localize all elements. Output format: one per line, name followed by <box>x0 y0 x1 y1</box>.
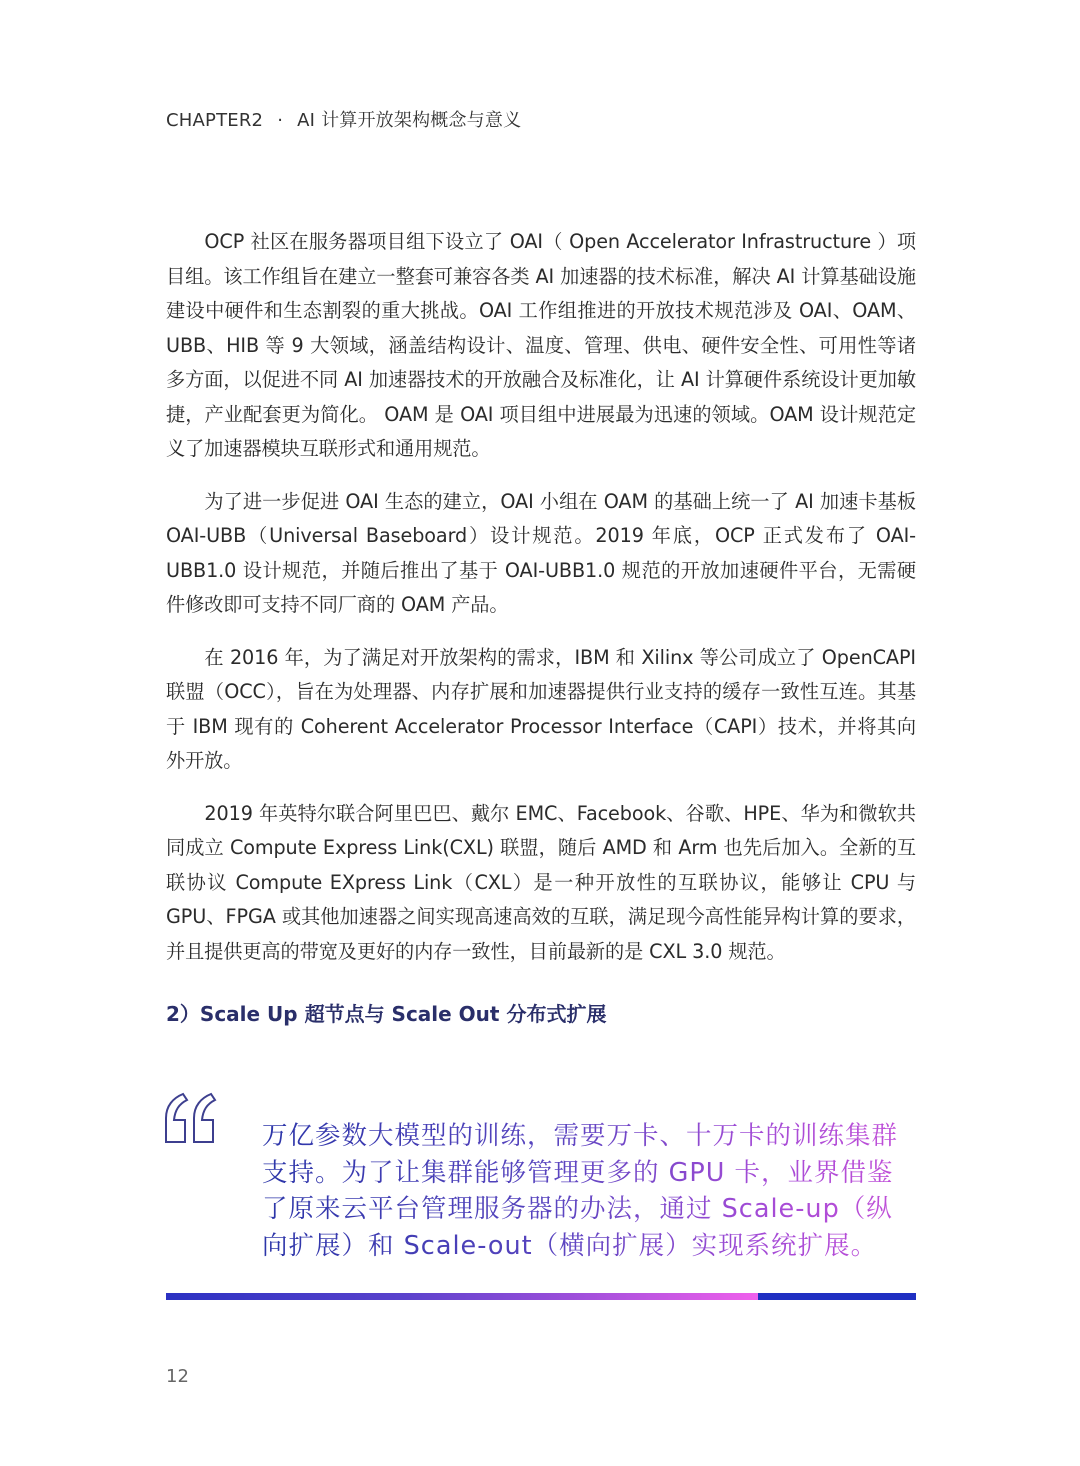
paragraph-oai-ubb: 为了进一步促进 OAI 生态的建立，OAI 小组在 OAM 的基础上统一了 AI 加速卡基板 OAI-UBB（Universal Baseboard）设计规范。2019 年底，OCP 正式发布了 OAI-UBB1.0 设计规范，并随后推出了基于 OAI-UBB1.0 规范的开放加速硬件平台，无需硬件修改即可支持不同厂商的 OAM 产品。 <box>166 489 916 616</box>
gradient-divider <box>166 1293 916 1300</box>
paragraph-opencapi: 在 2016 年，为了满足对开放架构的需求，IBM 和 Xilinx 等公司成立了 OpenCAPI 联盟（OCC），旨在为处理器、内存扩展和加速器提供行业支持的缓存一致性互连。其基于 IBM 现有的 Coherent Accelerator Processor Interface（CAPI）技术，并将其向外开放。 <box>166 645 916 772</box>
chapter-title: AI 计算开放架构概念与意义 <box>297 110 522 131</box>
paragraph-cxl: 2019 年英特尔联合阿里巴巴、戴尔 EMC、Facebook、谷歌、HPE、华为和微软共同成立 Compute Express Link(CXL) 联盟，随后 AMD 和 Arm 也先后加入。全新的互联协议 Compute EXpress Link（CXL）是一种开放性的互联协议，能够让 CPU 与 GPU、FPGA 或其他加速器之间实现高速高效的互联，满足现今高性能异构计算的要求，并且提供更高的带宽及更好的内存一致性，目前最新的是 CXL 3.0 规范。 <box>166 801 916 963</box>
quote-open-icon <box>163 1090 223 1150</box>
header-separator: · <box>277 110 284 131</box>
paragraph-oai: OCP 社区在服务器项目组下设立了 OAI（ Open Accelerator Infrastructure ）项目组。该工作组旨在建立一整套可兼容各类 AI 加速器的技术标准，解决 AI 计算基础设施建设中硬件和生态割裂的重大挑战。OAI 工作组推进的开放技术规范涉及 OAI、OAM、UBB、HIB 等 9 大领域，涵盖结构设计、温度、管理、供电、硬件安全性、可用性等诸多方面，以促进不同 AI 加速器技术的开放融合及标准化，让 AI 计算硬件系统设计更加敏捷，产业配套更为简化。 OAM 是 OAI 项目组中进展最为迅速的领域。OAM 设计规范定义了加速器模块互联形式和通用规范。 <box>166 230 916 460</box>
chapter-label: CHAPTER2 <box>166 110 264 131</box>
page-number: 12 <box>166 1366 189 1387</box>
pull-quote: 万亿参数大模型的训练，需要万卡、十万卡的训练集群支持。为了让集群能够管理更多的 GPU 卡，业界借鉴了原来云平台管理服务器的办法，通过 Scale-up（纵向扩展）和 Scale-out（横向扩展）实现系统扩展。 <box>262 1118 918 1264</box>
divider-gradient-segment <box>166 1293 758 1300</box>
section-heading: 2）Scale Up 超节点与 Scale Out 分布式扩展 <box>166 1002 607 1026</box>
divider-solid-segment <box>758 1293 916 1300</box>
running-header <box>166 106 521 132</box>
body-text <box>166 225 916 987</box>
